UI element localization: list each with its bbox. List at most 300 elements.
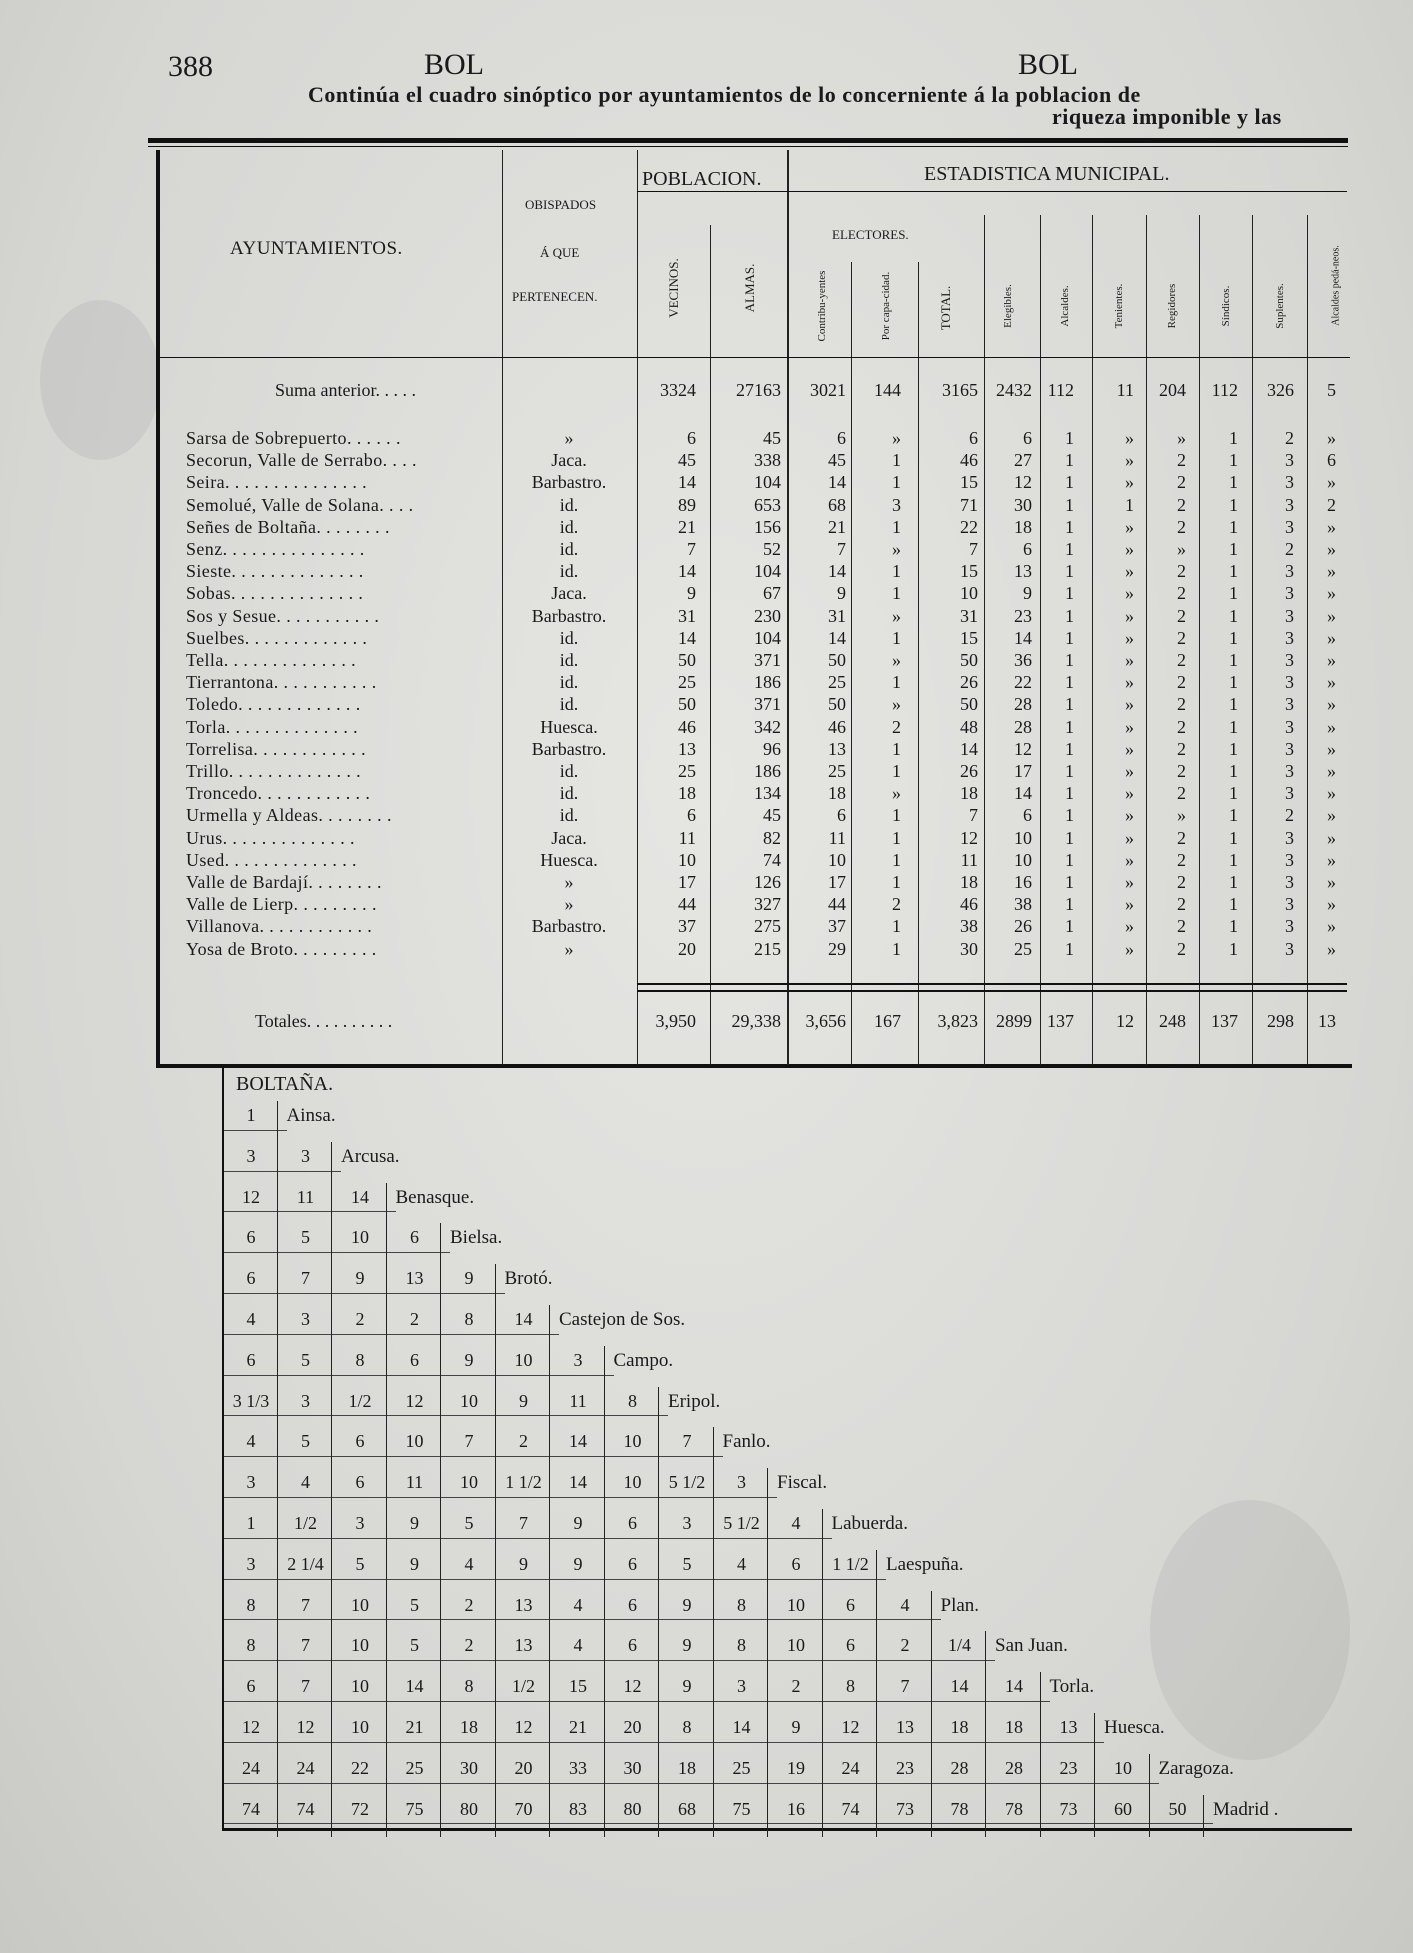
distance-col-line — [386, 1795, 387, 1838]
distance-cell: 11 — [569, 1390, 587, 1411]
distance-row-rule — [224, 1823, 1213, 1824]
distance-cell: 6 — [846, 1594, 855, 1615]
distance-cell: 21 — [569, 1717, 587, 1737]
distance-col-line — [713, 1468, 714, 1511]
distance-cell: 6 — [791, 1553, 801, 1574]
distance-col-line — [440, 1713, 441, 1756]
value-cell: 20 — [678, 938, 696, 959]
value-cell: 14 — [678, 561, 696, 582]
value-cell: » — [1327, 916, 1336, 937]
value-cell: 3 — [1285, 583, 1294, 604]
value-cell: » — [1125, 605, 1134, 626]
value-cell: 28 — [1014, 716, 1032, 737]
distance-col-line — [549, 1672, 550, 1715]
distance-cell: 72 — [351, 1798, 369, 1819]
value-cell: 14 — [828, 472, 846, 493]
distance-row-rule — [224, 1334, 559, 1335]
distance-col-line — [495, 1468, 496, 1511]
distance-cell: 2 — [410, 1309, 419, 1329]
value-cell: 14 — [678, 627, 696, 648]
distance-cell: 12 — [242, 1717, 260, 1737]
value-cell: 104 — [754, 472, 781, 493]
value-cell: 1 — [1065, 561, 1074, 582]
distance-cell: 14 — [950, 1676, 969, 1697]
value-cell: 50 — [828, 650, 846, 670]
totales-cell: 2899 — [996, 1011, 1032, 1031]
place-label: Madrid . — [1213, 1798, 1279, 1820]
value-cell: 13 — [678, 738, 696, 759]
distance-col-line — [277, 1264, 278, 1307]
value-cell: 14 — [1014, 627, 1032, 648]
value-cell: 1 — [1065, 716, 1074, 737]
value-cell: 38 — [1014, 894, 1032, 915]
distance-row-rule — [224, 1742, 1104, 1743]
value-cell: 2 — [1285, 539, 1294, 559]
place-label: Fanlo. — [722, 1431, 771, 1453]
value-cell: 1 — [1065, 672, 1074, 693]
distance-cell: 7 — [682, 1431, 692, 1452]
distance-cell: 2 1/4 — [287, 1553, 324, 1574]
ayuntamiento-name: Torrelisa. . . . . . . . . . . . — [186, 738, 367, 759]
table-row — [0, 582, 1413, 604]
distance-cell: 13 — [514, 1594, 533, 1615]
header-bottom-rule — [160, 357, 1350, 358]
value-cell: » — [1125, 694, 1134, 715]
value-cell: 10 — [1014, 827, 1032, 848]
distance-col-line — [713, 1795, 714, 1838]
value-cell: 14 — [960, 738, 978, 759]
value-cell: » — [892, 428, 901, 448]
place-label: Plan. — [940, 1594, 980, 1616]
col-almas: ALMAS. — [742, 263, 757, 313]
distance-cell: 75 — [732, 1798, 751, 1819]
place-label: San Juan. — [995, 1635, 1068, 1657]
distance-col-line — [277, 1754, 278, 1797]
value-cell: 327 — [754, 894, 781, 915]
distance-cell: 74 — [296, 1798, 315, 1819]
suma-anterior-cell: 144 — [874, 380, 901, 400]
distance-cell: 2 — [519, 1431, 528, 1452]
distance-col-line — [440, 1223, 441, 1266]
distance-cell: 9 — [355, 1268, 365, 1289]
value-cell: » — [1327, 539, 1336, 559]
distance-cell: 9 — [410, 1513, 419, 1533]
distance-col-line — [331, 1672, 332, 1715]
value-cell: » — [1327, 849, 1336, 870]
value-cell: 1 — [892, 827, 901, 848]
value-cell: 104 — [754, 627, 781, 648]
place-label: Arcusa. — [341, 1145, 400, 1167]
value-cell: 26 — [1014, 916, 1032, 937]
value-cell: 1 — [1229, 605, 1238, 626]
distance-cell: 10 — [514, 1349, 533, 1370]
value-cell: 31 — [678, 605, 696, 626]
value-cell: 186 — [754, 761, 781, 781]
value-cell: » — [1327, 516, 1336, 537]
value-cell: 37 — [828, 916, 846, 937]
col-contribuyentes: Contribu-yentes — [816, 270, 828, 342]
value-cell: » — [1327, 650, 1336, 670]
distance-col-line — [277, 1305, 278, 1348]
distance-col-line — [495, 1387, 496, 1430]
value-cell: 371 — [754, 694, 781, 715]
col-ayuntamientos: AYUNTAMIENTOS. — [230, 238, 403, 259]
obispado-cell: id. — [559, 539, 579, 559]
ayuntamiento-name: Trillo. . . . . . . . . . . . . . — [186, 761, 362, 781]
value-cell: 45 — [678, 450, 696, 471]
distance-col-line — [876, 1672, 877, 1715]
distance-col-line — [277, 1387, 278, 1430]
distance-col-line — [658, 1468, 659, 1511]
value-cell: 3 — [1285, 894, 1294, 915]
distance-cell: 4 — [573, 1594, 583, 1615]
distance-col-line — [495, 1795, 496, 1838]
top-rule-thin — [148, 146, 1348, 147]
distance-cell: 2 — [355, 1309, 365, 1329]
distance-col-line — [658, 1550, 659, 1593]
value-cell: 3 — [1285, 694, 1294, 715]
value-cell: 23 — [1014, 605, 1032, 626]
value-cell: 1 — [1065, 428, 1074, 448]
distance-col-line — [604, 1591, 605, 1634]
distance-col-line — [331, 1713, 332, 1756]
value-cell: 1 — [1065, 738, 1074, 759]
distance-col-line — [658, 1672, 659, 1715]
value-cell: 9 — [687, 583, 696, 604]
value-cell: 6 — [687, 805, 696, 826]
obispado-cell: id. — [559, 694, 579, 715]
value-cell: 1 — [1065, 494, 1074, 515]
value-cell: 1 — [892, 627, 901, 648]
value-cell: 7 — [969, 539, 978, 559]
distance-cell: 28 — [950, 1757, 969, 1778]
distance-cell: 5 — [682, 1553, 692, 1574]
distance-cell: 7 — [301, 1594, 310, 1615]
distance-cell: 75 — [405, 1798, 424, 1819]
distance-cell: 6 — [246, 1676, 256, 1697]
value-cell: 18 — [1014, 516, 1032, 537]
col-obispados-2: Á QUE — [540, 245, 580, 260]
value-cell: 30 — [960, 938, 978, 959]
value-cell: 31 — [828, 605, 846, 626]
distance-col-line — [876, 1754, 877, 1797]
value-cell: » — [1327, 827, 1336, 848]
place-label: Campo. — [613, 1349, 674, 1371]
ayuntamiento-name: Tella. . . . . . . . . . . . . . — [186, 650, 357, 670]
distance-cell: 73 — [896, 1798, 914, 1819]
ayuntamiento-name: Sobas. . . . . . . . . . . . . . — [186, 583, 364, 604]
distance-col-line — [331, 1631, 332, 1674]
distance-col-line — [440, 1591, 441, 1634]
value-cell: 7 — [969, 805, 978, 826]
distance-cell: 1/4 — [947, 1635, 971, 1656]
distance-cell: 5 — [301, 1227, 310, 1248]
distance-cell: 8 — [737, 1635, 746, 1656]
table-row — [0, 938, 1413, 960]
value-cell: 1 — [1229, 627, 1238, 648]
value-cell: 2 — [1177, 672, 1186, 693]
value-cell: 38 — [960, 916, 978, 937]
ayuntamiento-name: Sieste. . . . . . . . . . . . . . — [186, 561, 364, 582]
distance-cell: 12 — [514, 1717, 533, 1737]
value-cell: » — [1327, 783, 1336, 804]
totales-cell: 12 — [1116, 1011, 1134, 1031]
value-cell: 17 — [1014, 761, 1032, 781]
col-tenientes: Tenientes. — [1113, 283, 1125, 329]
distance-cell: 5 1/2 — [668, 1472, 706, 1493]
suma-anterior-cell: 3165 — [942, 380, 978, 400]
distance-cell: 9 — [573, 1513, 583, 1533]
distance-col-line — [604, 1754, 605, 1797]
totales-cell: 167 — [874, 1011, 901, 1031]
distance-col-line — [386, 1387, 387, 1430]
value-cell: 2 — [1177, 694, 1186, 715]
distance-bottom-rule — [222, 1828, 1352, 1831]
distance-cell: 6 — [246, 1349, 256, 1370]
distance-col-line — [604, 1427, 605, 1470]
value-cell: 1 — [1229, 561, 1238, 582]
value-cell: » — [1125, 805, 1134, 826]
value-cell: 1 — [1065, 938, 1074, 959]
col-suplentes: Suplentes. — [1274, 283, 1286, 329]
value-cell: 22 — [1014, 672, 1032, 693]
distance-col-line — [331, 1223, 332, 1266]
distance-col-line — [386, 1468, 387, 1511]
distance-col-line — [277, 1795, 278, 1838]
value-cell: 7 — [837, 539, 846, 559]
value-cell: » — [1125, 738, 1134, 759]
distance-cell: 3 — [737, 1676, 746, 1697]
distance-cell: 4 — [737, 1553, 746, 1574]
suma-anterior-label: Suma anterior. . . . . — [275, 380, 416, 400]
col-regidores: Regidores — [1166, 283, 1178, 329]
value-cell: 1 — [1229, 494, 1238, 515]
distance-row-rule — [224, 1456, 723, 1457]
value-cell: 44 — [828, 894, 846, 915]
distance-cell: 10 — [787, 1594, 805, 1615]
value-cell: 26 — [960, 761, 978, 781]
table-row — [0, 804, 1413, 826]
distance-col-line — [440, 1795, 441, 1838]
value-cell: 3 — [1285, 827, 1294, 848]
value-cell: » — [1125, 539, 1134, 559]
distance-col-line — [386, 1264, 387, 1307]
value-cell: 1 — [1229, 672, 1238, 693]
distance-cell: 3 — [682, 1513, 692, 1533]
distance-col-line — [1040, 1713, 1041, 1756]
distance-col-line — [386, 1305, 387, 1348]
value-cell: 1 — [1065, 539, 1074, 559]
place-label: Torla. — [1049, 1676, 1095, 1698]
distance-col-line — [1203, 1795, 1204, 1838]
distance-col-line — [604, 1468, 605, 1511]
distance-cell: 25 — [405, 1757, 424, 1778]
distance-cell: 6 — [628, 1513, 637, 1533]
distance-col-line — [495, 1591, 496, 1634]
value-cell: 1 — [1229, 872, 1238, 892]
value-cell: 1 — [1229, 805, 1238, 826]
value-cell: 37 — [678, 916, 696, 937]
value-cell: 3 — [1285, 650, 1294, 670]
distance-col-line — [767, 1754, 768, 1797]
distance-cell: 10 — [787, 1635, 805, 1656]
value-cell: 3 — [1285, 783, 1294, 804]
distance-col-line — [931, 1591, 932, 1634]
obispado-cell: id. — [559, 805, 579, 826]
distance-col-line — [495, 1672, 496, 1715]
value-cell: 1 — [1229, 539, 1238, 559]
distance-cell: 1 — [246, 1105, 256, 1125]
value-cell: 82 — [763, 827, 781, 848]
value-cell: 50 — [960, 694, 978, 715]
value-cell: 2 — [1177, 827, 1186, 848]
ayuntamiento-name: Villanova. . . . . . . . . . . . — [186, 916, 373, 937]
value-cell: 36 — [1014, 650, 1032, 670]
distance-cell: 5 — [301, 1431, 310, 1452]
distance-col-line — [985, 1754, 986, 1797]
distance-col-line — [1094, 1795, 1095, 1838]
distance-cell: 3 — [246, 1472, 256, 1493]
distance-cell: 12 — [405, 1390, 424, 1411]
table-row — [0, 427, 1413, 449]
distance-cell: 18 — [678, 1757, 696, 1778]
distance-cell: 18 — [1005, 1717, 1023, 1737]
value-cell: 275 — [754, 916, 781, 937]
obispado-cell: id. — [559, 516, 579, 537]
value-cell: » — [1125, 938, 1134, 959]
distance-col-line — [658, 1754, 659, 1797]
value-cell: 25 — [678, 761, 696, 781]
value-cell: 6 — [837, 805, 846, 826]
distance-cell: 10 — [460, 1472, 478, 1493]
value-cell: 1 — [1229, 894, 1238, 915]
value-cell: 1 — [1229, 738, 1238, 759]
obispado-cell: Barbastro. — [531, 605, 607, 626]
distance-cell: 4 — [464, 1553, 474, 1574]
distance-col-line — [549, 1631, 550, 1674]
suma-anterior-cell: 11 — [1116, 380, 1134, 400]
distance-col-line — [331, 1142, 332, 1185]
obispado-cell: id. — [559, 561, 579, 582]
value-cell: 6 — [837, 428, 846, 448]
distance-cell: 1/2 — [293, 1513, 317, 1533]
value-cell: » — [1125, 872, 1134, 892]
value-cell: » — [1125, 672, 1134, 693]
value-cell: 1 — [892, 561, 901, 582]
ayuntamiento-name: Senz. . . . . . . . . . . . . . . — [186, 539, 365, 559]
value-cell: 1 — [1065, 450, 1074, 471]
table-row — [0, 693, 1413, 715]
distance-col-line — [386, 1754, 387, 1797]
distance-cell: 6 — [628, 1553, 637, 1574]
value-cell: 15 — [960, 472, 978, 493]
value-cell: 1 — [892, 472, 901, 493]
distance-col-line — [822, 1754, 823, 1797]
table-row — [0, 871, 1413, 893]
distance-col-line — [822, 1631, 823, 1674]
obispado-cell: » — [564, 938, 574, 959]
distance-col-line — [1040, 1672, 1041, 1715]
value-cell: » — [1327, 428, 1336, 448]
value-cell: 12 — [1014, 738, 1032, 759]
distance-col-line — [331, 1346, 332, 1389]
distance-col-line — [713, 1427, 714, 1470]
value-cell: 3 — [1285, 605, 1294, 626]
distance-col-line — [495, 1754, 496, 1797]
distance-cell: 28 — [1005, 1757, 1023, 1778]
bottom-frame-rule — [156, 1064, 1352, 1068]
value-cell: 2 — [1177, 894, 1186, 915]
value-cell: 1 — [1229, 694, 1238, 715]
place-label: Huesca. — [1104, 1717, 1165, 1738]
value-cell: 338 — [754, 450, 781, 471]
distance-col-line — [440, 1754, 441, 1797]
value-cell: 1 — [1065, 627, 1074, 648]
distance-cell: 68 — [678, 1798, 696, 1819]
ayuntamiento-name: Troncedo. . . . . . . . . . . . — [186, 783, 371, 804]
value-cell: 653 — [754, 494, 781, 515]
value-cell: 25 — [678, 672, 696, 693]
table-row — [0, 605, 1413, 627]
distance-cell: 74 — [841, 1798, 860, 1819]
value-cell: » — [1125, 894, 1134, 915]
distance-col-line — [386, 1427, 387, 1470]
value-cell: 1 — [1065, 827, 1074, 848]
value-cell: 1 — [1229, 827, 1238, 848]
ayuntamiento-name: Suelbes. . . . . . . . . . . . . — [186, 627, 368, 648]
distance-col-line — [495, 1305, 496, 1348]
distance-col-line — [767, 1672, 768, 1715]
distance-cell: 9 — [519, 1390, 528, 1411]
place-label: Ainsa. — [286, 1105, 336, 1126]
value-cell: 1 — [1065, 694, 1074, 715]
table-row — [0, 760, 1413, 782]
distance-col-line — [386, 1183, 387, 1226]
table-row — [0, 716, 1413, 738]
distance-col-line — [713, 1509, 714, 1552]
distance-col-line — [604, 1509, 605, 1552]
distance-row-rule — [224, 1497, 777, 1498]
value-cell: » — [1327, 472, 1336, 493]
distance-cell: 73 — [1059, 1798, 1078, 1819]
distance-col-line — [277, 1142, 278, 1185]
place-label: Brotó. — [504, 1268, 553, 1290]
distance-col-line — [658, 1509, 659, 1552]
page-number: 388 — [168, 50, 213, 83]
distance-cell: 30 — [460, 1757, 478, 1778]
distance-col-line — [440, 1672, 441, 1715]
distance-col-line — [767, 1795, 768, 1838]
value-cell: 1 — [892, 672, 901, 693]
value-cell: 50 — [678, 694, 696, 715]
distance-cell: 20 — [514, 1757, 533, 1778]
value-cell: 6 — [1327, 450, 1336, 471]
distance-cell: 9 — [519, 1553, 528, 1574]
value-cell: 48 — [960, 716, 978, 737]
value-cell: » — [1327, 872, 1336, 892]
value-cell: 25 — [1014, 938, 1032, 959]
value-cell: 1 — [1065, 583, 1074, 604]
value-cell: 18 — [828, 783, 846, 804]
distance-col-line — [495, 1631, 496, 1674]
distance-col-line — [767, 1631, 768, 1674]
distance-col-line — [495, 1550, 496, 1593]
distance-row-rule — [224, 1415, 668, 1416]
distance-cell: 12 — [623, 1676, 642, 1697]
value-cell: 12 — [1014, 472, 1032, 493]
ayuntamiento-name: Yosa de Broto. . . . . . . . . — [186, 938, 377, 959]
suma-anterior-cell: 112 — [1047, 380, 1074, 400]
